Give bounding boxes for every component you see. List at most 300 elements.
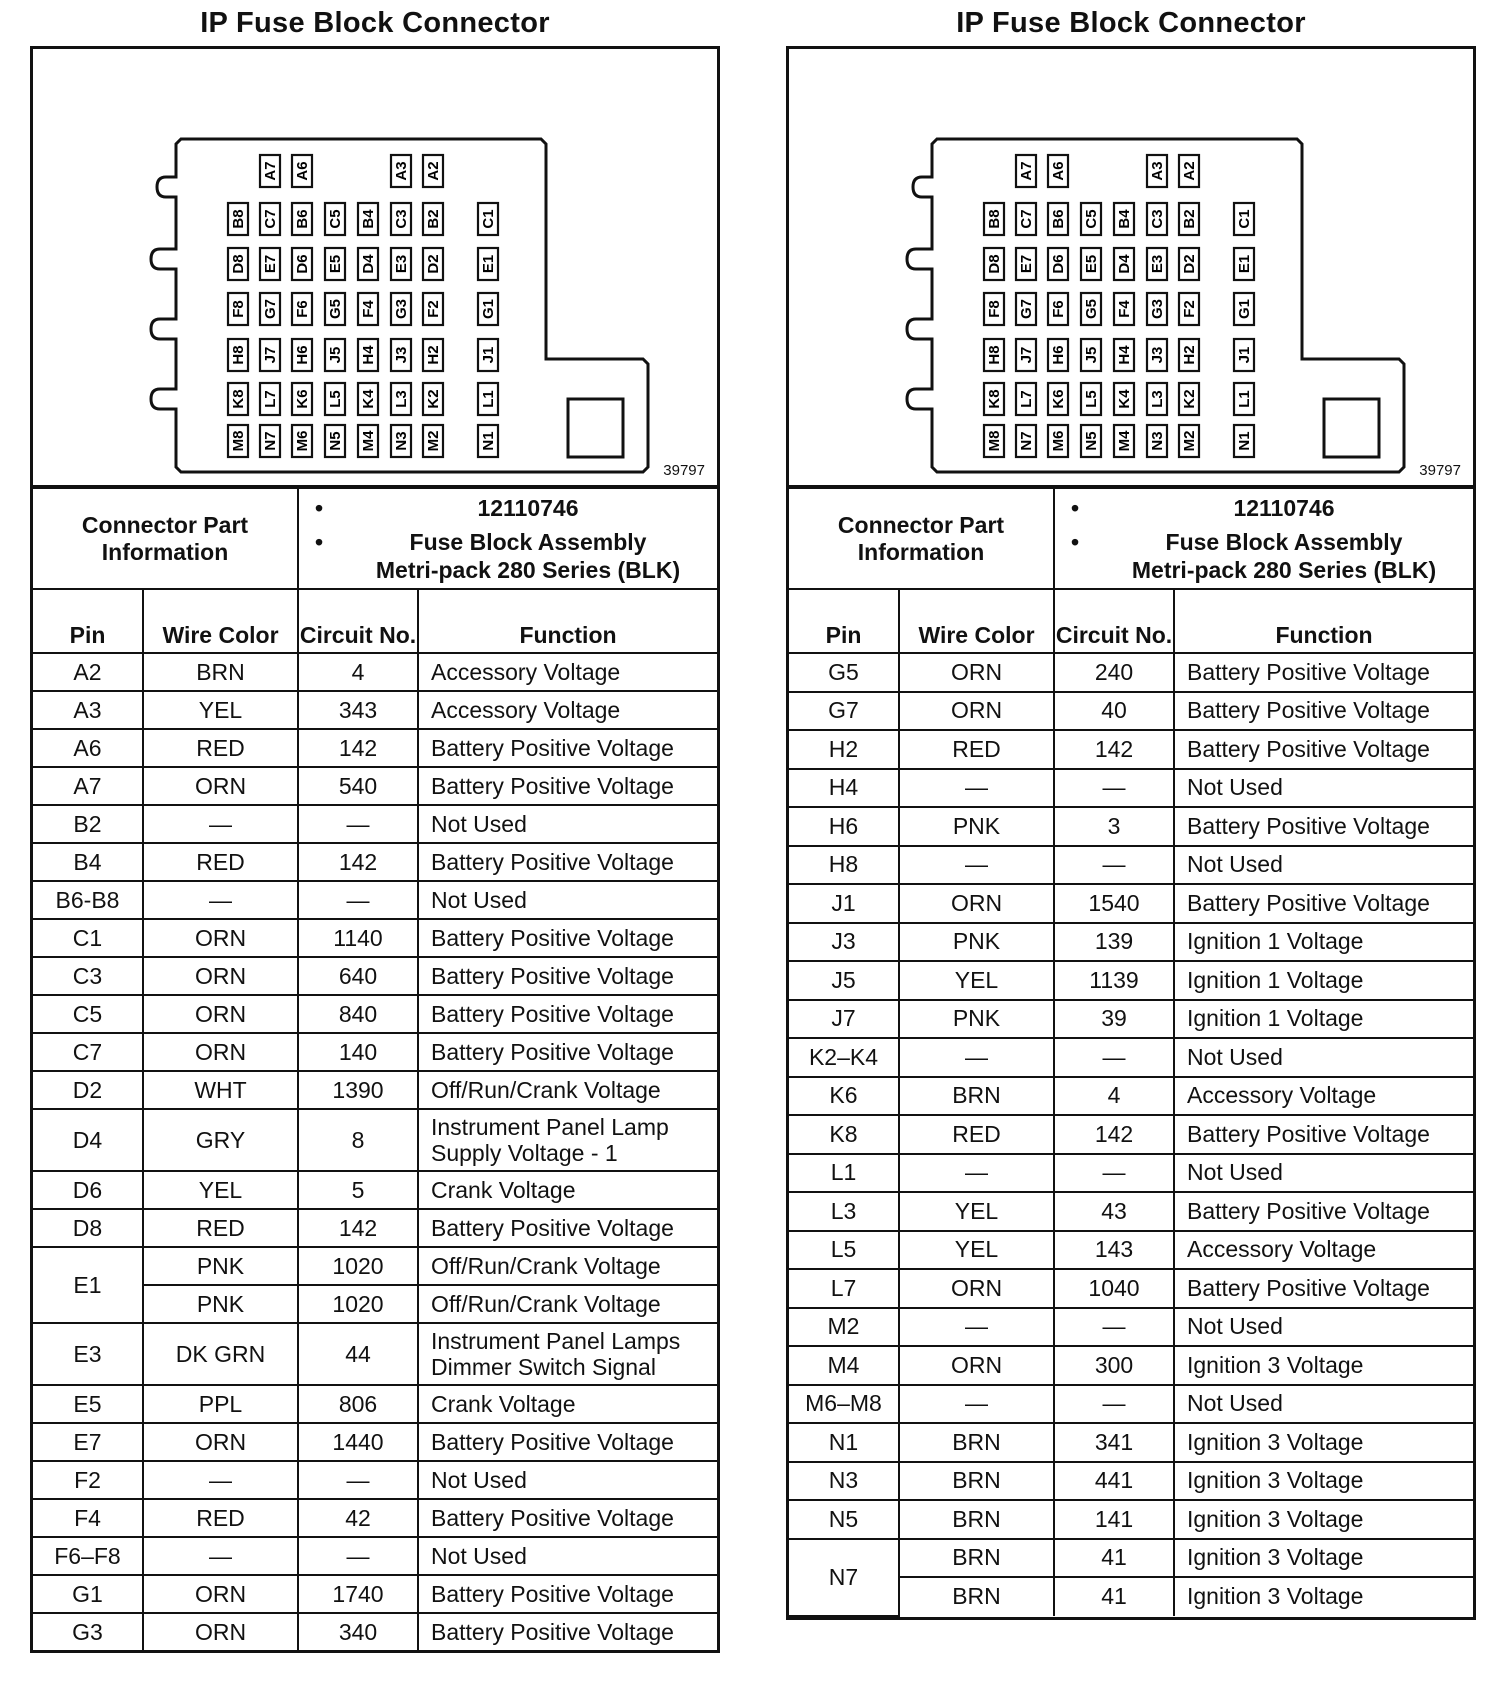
function-cell: Off/Run/Crank Voltage (418, 1247, 717, 1285)
function-cell: Not Used (1174, 1385, 1473, 1424)
cavity (292, 339, 312, 371)
table-row (33, 1247, 717, 1285)
cavity-label: M2 (1181, 430, 1198, 452)
pin-cell: M6–M8 (789, 1385, 899, 1424)
cavity-label: A3 (1149, 161, 1166, 181)
cavity-label: G5 (327, 298, 344, 320)
cavity-label: D2 (425, 254, 442, 274)
circuit-cell: 341 (1054, 1423, 1174, 1462)
cavity (1234, 293, 1254, 325)
function-cell: Accessory Voltage (418, 653, 717, 691)
cavity-label: D6 (1050, 254, 1067, 274)
cavity (391, 203, 411, 235)
table-row (789, 884, 1473, 923)
cavity (1147, 248, 1167, 280)
pin-cell: C1 (33, 919, 143, 957)
cavity-label: B2 (1181, 209, 1198, 229)
table-row (33, 805, 717, 843)
wire-color-cell: ORN (143, 767, 298, 805)
table-row (33, 1171, 717, 1209)
wire-color-cell: ORN (143, 957, 298, 995)
cavity-label: N3 (393, 431, 410, 451)
pin-cell: A2 (33, 653, 143, 691)
cavity (423, 339, 443, 371)
table-row (789, 769, 1473, 808)
table-row (33, 653, 717, 691)
wire-color-cell: — (899, 1154, 1054, 1193)
cavity-label: E5 (327, 254, 344, 274)
cavity (1114, 425, 1134, 457)
function-cell: Ignition 3 Voltage (1174, 1346, 1473, 1385)
circuit-cell: 142 (298, 729, 418, 767)
wire-color-cell: WHT (143, 1071, 298, 1109)
cavity (391, 155, 411, 187)
cavity-label: D6 (294, 254, 311, 274)
wire-color-cell: YEL (899, 1192, 1054, 1231)
circuit-cell: 44 (298, 1323, 418, 1385)
cavity (1114, 203, 1134, 235)
cavity-label: N7 (1018, 431, 1035, 451)
header-pin: Pin (33, 589, 143, 653)
cavity-label: F6 (1050, 300, 1067, 318)
pin-cell: L5 (789, 1231, 899, 1270)
function-cell: Battery Positive Voltage (1174, 1269, 1473, 1308)
table-row (789, 730, 1473, 769)
table-row (33, 1499, 717, 1537)
wire-color-cell: BRN (899, 1500, 1054, 1539)
cavity (292, 248, 312, 280)
cavity-label: L3 (393, 390, 410, 408)
function-cell: Accessory Voltage (1174, 1077, 1473, 1116)
circuit-cell: 42 (298, 1499, 418, 1537)
cavity (325, 248, 345, 280)
cavity-label: E7 (262, 254, 279, 274)
cavity (423, 155, 443, 187)
circuit-cell: 840 (298, 995, 418, 1033)
cavity (325, 293, 345, 325)
circuit-cell: 140 (298, 1033, 418, 1071)
function-cell: Ignition 3 Voltage (1174, 1539, 1473, 1578)
cavity (423, 203, 443, 235)
cavity-label: J3 (1149, 346, 1166, 364)
cavity-label: J5 (327, 346, 344, 364)
table-row (789, 692, 1473, 731)
table-row (33, 1209, 717, 1247)
cavity (1048, 203, 1068, 235)
function-cell: Not Used (1174, 1038, 1473, 1077)
cavity (1147, 203, 1167, 235)
wire-color-cell: YEL (899, 1231, 1054, 1270)
function-cell: Battery Positive Voltage (1174, 730, 1473, 769)
cavity (260, 425, 280, 457)
pin-cell: N5 (789, 1500, 899, 1539)
cavity-label: H4 (1116, 345, 1133, 365)
wire-color-cell: RED (143, 843, 298, 881)
function-cell: Accessory Voltage (418, 691, 717, 729)
circuit-cell: — (298, 805, 418, 843)
cavity (423, 248, 443, 280)
cavity-label: L5 (327, 390, 344, 408)
circuit-cell: 142 (298, 843, 418, 881)
cavity-label: A6 (1050, 161, 1067, 181)
pin-cell: E3 (33, 1323, 143, 1385)
pin-cell: E7 (33, 1423, 143, 1461)
cavity-label: J7 (1018, 346, 1035, 364)
circuit-cell: 1140 (298, 919, 418, 957)
cavity-label: F4 (1116, 300, 1133, 318)
header-wire-color: Wire Color (899, 589, 1054, 653)
connector-diagram (789, 49, 1473, 487)
function-cell: Battery Positive Voltage (418, 1209, 717, 1247)
circuit-cell: 43 (1054, 1192, 1174, 1231)
wire-color-cell: BRN (899, 1462, 1054, 1501)
wire-color-cell: — (899, 846, 1054, 885)
assembly-line2: Metri-pack 280 Series (BLK) (1131, 556, 1437, 583)
cavity (228, 248, 248, 280)
circuit-cell: 1740 (298, 1575, 418, 1613)
function-cell: Instrument Panel Lamp Supply Voltage - 1 (418, 1109, 717, 1171)
cavity (260, 248, 280, 280)
function-cell: Battery Positive Voltage (418, 995, 717, 1033)
cavity-label: M4 (360, 430, 377, 452)
pin-cell: F6–F8 (33, 1537, 143, 1575)
circuit-cell: 4 (298, 653, 418, 691)
fuse-block-connector-drawing (33, 49, 717, 485)
cavity-label: G3 (393, 298, 410, 320)
table-row (33, 1033, 717, 1071)
circuit-cell: 441 (1054, 1462, 1174, 1501)
cavity (1016, 293, 1036, 325)
table-row (789, 1038, 1473, 1077)
cavity (292, 383, 312, 415)
pin-cell: G1 (33, 1575, 143, 1613)
table-row (789, 961, 1473, 1000)
function-cell: Battery Positive Voltage (418, 957, 717, 995)
cavity-label: N1 (1236, 431, 1253, 451)
cavity (984, 293, 1004, 325)
cavity-label: C7 (262, 209, 279, 229)
cavity-label: F2 (425, 300, 442, 318)
pin-cell: B2 (33, 805, 143, 843)
function-cell: Battery Positive Voltage (418, 919, 717, 957)
cavity (358, 339, 378, 371)
cavity (1179, 203, 1199, 235)
function-cell: Battery Positive Voltage (1174, 884, 1473, 923)
cavity (1114, 383, 1134, 415)
cavity-label: D4 (1116, 254, 1133, 274)
wire-color-cell: PNK (899, 923, 1054, 962)
wire-color-cell: RED (899, 1115, 1054, 1154)
cavity-label: K8 (230, 389, 247, 409)
circuit-cell: — (1054, 769, 1174, 808)
pin-table (33, 588, 717, 1650)
cavity-label: L1 (1236, 390, 1253, 408)
header-function: Function (418, 589, 717, 653)
cavity-label: J3 (393, 346, 410, 364)
cavity (1016, 339, 1036, 371)
wire-color-cell: — (899, 1385, 1054, 1424)
cavity (1048, 425, 1068, 457)
pin-cell: K6 (789, 1077, 899, 1116)
cavity (1016, 203, 1036, 235)
figure-number: 39797 (1419, 462, 1461, 479)
pin-cell: N3 (789, 1462, 899, 1501)
cavity (984, 339, 1004, 371)
cavity (1081, 339, 1101, 371)
function-cell: Crank Voltage (418, 1385, 717, 1423)
cavity-label: J1 (480, 346, 497, 364)
circuit-cell: 1020 (298, 1285, 418, 1323)
function-cell: Not Used (418, 805, 717, 843)
cavity-label: D8 (986, 254, 1003, 274)
function-cell: Battery Positive Voltage (418, 1033, 717, 1071)
cavity (1048, 339, 1068, 371)
assembly-line1: • Fuse Block Assembly (1095, 528, 1473, 556)
cavity (358, 203, 378, 235)
cavity-label: H4 (360, 345, 377, 365)
table-row (789, 807, 1473, 846)
table-row (789, 1423, 1473, 1462)
cavity (1081, 248, 1101, 280)
cavity-label: A2 (425, 161, 442, 181)
function-cell: Battery Positive Voltage (1174, 1192, 1473, 1231)
cavity-label: B4 (1116, 209, 1133, 229)
function-cell: Ignition 1 Voltage (1174, 923, 1473, 962)
wire-color-cell: PPL (143, 1385, 298, 1423)
circuit-cell: 141 (1054, 1500, 1174, 1539)
cavity-label: G7 (1018, 298, 1035, 320)
cavity-label: L3 (1149, 390, 1166, 408)
circuit-cell: — (1054, 1308, 1174, 1347)
cavity (1147, 293, 1167, 325)
cavity (1081, 293, 1101, 325)
cavity (1147, 339, 1167, 371)
cavity (1234, 425, 1254, 457)
cavity (1234, 203, 1254, 235)
cavity (260, 203, 280, 235)
wire-color-cell: YEL (143, 691, 298, 729)
table-row (33, 767, 717, 805)
cavity (478, 293, 498, 325)
wire-color-cell: ORN (143, 1033, 298, 1071)
cavity (1048, 293, 1068, 325)
pin-table (789, 588, 1473, 1617)
circuit-cell: 40 (1054, 692, 1174, 731)
function-cell: Not Used (1174, 846, 1473, 885)
wire-color-cell: — (899, 1038, 1054, 1077)
pin-cell: A7 (33, 767, 143, 805)
cavity (1147, 155, 1167, 187)
table-row (789, 1231, 1473, 1270)
pin-cell: E1 (33, 1247, 143, 1323)
wire-color-cell: BRN (899, 1077, 1054, 1116)
connector-info-label: Connector Part Information (33, 488, 298, 588)
cavity (391, 293, 411, 325)
pin-cell: M4 (789, 1346, 899, 1385)
cavity (358, 425, 378, 457)
cavity (1016, 155, 1036, 187)
cavity-label: L5 (1083, 390, 1100, 408)
pin-cell: L3 (789, 1192, 899, 1231)
cavity-label: B6 (294, 209, 311, 229)
table-row (33, 957, 717, 995)
pin-cell: D6 (33, 1171, 143, 1209)
table-row (33, 1109, 717, 1171)
function-cell: Crank Voltage (418, 1171, 717, 1209)
cavity (1048, 248, 1068, 280)
circuit-cell: 540 (298, 767, 418, 805)
cavity-label: D2 (1181, 254, 1198, 274)
connector-info-value (1054, 488, 1473, 588)
cavity-label: E5 (1083, 254, 1100, 274)
circuit-cell: 1440 (298, 1423, 418, 1461)
circuit-cell: 1020 (298, 1247, 418, 1285)
table-row (33, 691, 717, 729)
pin-cell: G7 (789, 692, 899, 731)
table-row (33, 1071, 717, 1109)
pin-cell: G5 (789, 653, 899, 692)
header-pin: Pin (789, 589, 899, 653)
cavity (1048, 383, 1068, 415)
cavity (1179, 293, 1199, 325)
wire-color-cell: ORN (143, 1423, 298, 1461)
cavity (228, 203, 248, 235)
cavity (984, 203, 1004, 235)
cavity-label: B6 (1050, 209, 1067, 229)
cavity (1081, 203, 1101, 235)
table-row (33, 1423, 717, 1461)
function-cell: Battery Positive Voltage (1174, 807, 1473, 846)
pin-cell: J1 (789, 884, 899, 923)
function-cell: Battery Positive Voltage (418, 767, 717, 805)
connector-diagram (33, 49, 717, 487)
table-row (789, 1462, 1473, 1501)
wire-color-cell: YEL (143, 1171, 298, 1209)
cavity-label: D4 (360, 254, 377, 274)
cavity-label: K6 (294, 389, 311, 409)
cavity-label: L1 (480, 390, 497, 408)
cavity (228, 383, 248, 415)
cavity-label: H6 (294, 345, 311, 365)
cavity-label: D8 (230, 254, 247, 274)
cavity (391, 339, 411, 371)
table-row (33, 1575, 717, 1613)
table-row (33, 995, 717, 1033)
connector-latch-window (1324, 399, 1379, 457)
cavity-label: F4 (360, 300, 377, 318)
cavity-label: J1 (1236, 346, 1253, 364)
pin-cell: D4 (33, 1109, 143, 1171)
cavity (1114, 293, 1134, 325)
circuit-cell: 4 (1054, 1077, 1174, 1116)
circuit-cell: 343 (298, 691, 418, 729)
cavity (358, 383, 378, 415)
cavity-label: J7 (262, 346, 279, 364)
pin-cell: B6-B8 (33, 881, 143, 919)
cavity-label: K8 (986, 389, 1003, 409)
table-row (789, 1000, 1473, 1039)
cavity (260, 155, 280, 187)
wire-color-cell: — (143, 881, 298, 919)
cavity-label: A3 (393, 161, 410, 181)
table-row (33, 1385, 717, 1423)
cavity-label: G5 (1083, 298, 1100, 320)
cavity-label: H2 (425, 345, 442, 365)
cavity-label: K2 (425, 389, 442, 409)
cavity-label: C1 (480, 209, 497, 229)
circuit-cell: 640 (298, 957, 418, 995)
cavity (1147, 425, 1167, 457)
cavity (423, 425, 443, 457)
cavity (1234, 383, 1254, 415)
cavity-label: N1 (480, 431, 497, 451)
function-cell: Ignition 1 Voltage (1174, 1000, 1473, 1039)
table-row (789, 653, 1473, 692)
cavity-label: H6 (1050, 345, 1067, 365)
cavity (325, 425, 345, 457)
table-row (33, 881, 717, 919)
pin-cell: J7 (789, 1000, 899, 1039)
cavity-label: M6 (294, 430, 311, 452)
table-row (789, 1500, 1473, 1539)
cavity (260, 383, 280, 415)
cavity (1114, 248, 1134, 280)
pin-cell: C5 (33, 995, 143, 1033)
circuit-cell: — (1054, 1038, 1174, 1077)
pin-rows (33, 653, 717, 1650)
cavity (984, 383, 1004, 415)
pin-cell: C7 (33, 1033, 143, 1071)
wire-color-cell: — (899, 769, 1054, 808)
cavity (478, 339, 498, 371)
wire-color-cell: RED (143, 1499, 298, 1537)
cavity-label: B8 (230, 209, 247, 229)
pin-cell: F2 (33, 1461, 143, 1499)
circuit-cell: 41 (1054, 1577, 1174, 1616)
table-row (33, 729, 717, 767)
wire-color-cell: RED (143, 729, 298, 767)
fuse-block-connector-drawing (789, 49, 1473, 485)
wire-color-cell: — (143, 1461, 298, 1499)
table-row (33, 843, 717, 881)
pin-cell: B4 (33, 843, 143, 881)
table-row (33, 1537, 717, 1575)
function-cell: Battery Positive Voltage (1174, 692, 1473, 731)
function-cell: Instrument Panel Lamps Dimmer Switch Signal (418, 1323, 717, 1385)
function-cell: Off/Run/Crank Voltage (418, 1071, 717, 1109)
cavity (1179, 425, 1199, 457)
circuit-cell: 143 (1054, 1231, 1174, 1270)
table-row (789, 846, 1473, 885)
pin-cell: E5 (33, 1385, 143, 1423)
table-row (789, 1154, 1473, 1193)
wire-color-cell: GRY (143, 1109, 298, 1171)
connector-info-table (33, 487, 717, 588)
wire-color-cell: DK GRN (143, 1323, 298, 1385)
cavity-label: E3 (1149, 254, 1166, 274)
cavity-label: C3 (393, 209, 410, 229)
wire-color-cell: BRN (899, 1539, 1054, 1578)
cavity-label: M4 (1116, 430, 1133, 452)
wire-color-cell: PNK (899, 807, 1054, 846)
cavity (292, 293, 312, 325)
wire-color-cell: ORN (899, 1269, 1054, 1308)
pin-cell: K2–K4 (789, 1038, 899, 1077)
circuit-cell: 300 (1054, 1346, 1174, 1385)
cavity-label: F8 (230, 300, 247, 318)
cavity-label: E1 (1236, 254, 1253, 274)
cavity (1048, 155, 1068, 187)
